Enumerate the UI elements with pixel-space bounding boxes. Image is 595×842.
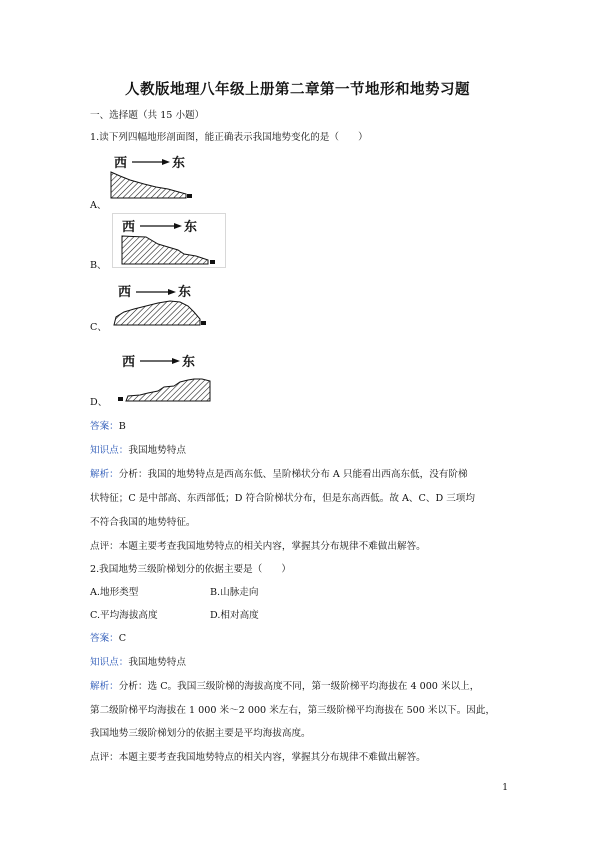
sea-marker — [187, 194, 192, 198]
sea-marker — [210, 260, 215, 264]
page-title: 人教版地理八年级上册第二章第一节地形和地势习题 — [125, 81, 470, 98]
knowledge-point-value: 我国地势特点 — [128, 445, 186, 456]
analysis-text: 分析：选 C。我国三级阶梯的海拔高度不同，第一级阶梯平均海拔在 4 000 米以上， — [118, 681, 480, 692]
q1-knowledge-point — [90, 444, 186, 458]
answer-value: B — [118, 421, 126, 432]
q1-figure-c — [110, 279, 218, 329]
arrow-head — [172, 358, 180, 364]
q1-comment: 点评：本题主要考查我国地势特点的相关内容，掌握其分布规律不难做出解答。 — [90, 541, 426, 552]
knowledge-point-label: 知识点： — [90, 445, 129, 456]
analysis-label: 解析： — [90, 469, 119, 480]
sea-marker — [201, 321, 206, 325]
figure-label-east: 东 — [172, 156, 186, 171]
profile-shape — [111, 172, 186, 198]
answer-label: 答案： — [90, 421, 119, 432]
q2-option-b: B.山脉走向 — [210, 587, 259, 598]
q2-option-d: D.相对高度 — [210, 610, 259, 621]
knowledge-point-value: 我国地势特点 — [128, 657, 186, 668]
profile-shape — [126, 379, 210, 401]
q2-knowledge-point — [90, 656, 186, 670]
answer-value: C — [118, 633, 127, 644]
knowledge-point-label: 知识点： — [90, 657, 129, 668]
figure-label-west: 西 — [114, 156, 128, 171]
arrow-head — [174, 223, 182, 229]
q2-option-c: C.平均海拔高度 — [90, 610, 158, 621]
sea-marker — [118, 397, 123, 401]
figure-label-east: 东 — [178, 285, 192, 300]
q2-option-a: A.地形类型 — [90, 587, 139, 598]
figure-label-west: 西 — [122, 220, 136, 235]
figure-label-east: 东 — [184, 220, 198, 235]
arrow-head — [162, 159, 170, 165]
q2-analysis-line-2: 第二级阶梯平均海拔在 1 000 米～2 000 米左右，第三级阶梯平均海拔在 500 米以下。因此， — [90, 705, 496, 716]
q2-answer — [90, 632, 126, 646]
q1-figure-d — [114, 346, 220, 404]
q1-option-d: D、 — [90, 397, 108, 408]
analysis-label: 解析： — [90, 681, 119, 692]
q1-analysis-line-1 — [90, 468, 468, 482]
profile-shape — [122, 236, 208, 264]
q2-analysis-line-3: 我国地势三级阶梯划分的依据主要是平均海拔高度。 — [90, 728, 311, 739]
q1-figure-a — [108, 150, 198, 200]
figure-label-east: 东 — [182, 355, 196, 370]
q1-answer — [90, 420, 126, 434]
figure-label-west: 西 — [118, 285, 132, 300]
figure-label-west: 西 — [122, 355, 136, 370]
profile-shape — [114, 301, 200, 325]
page-number: 1 — [502, 783, 508, 793]
q1-stem: 1.读下列四幅地形剖面图，能正确表示我国地势变化的是（ ） — [90, 132, 368, 143]
q1-option-b: B、 — [90, 260, 107, 271]
q1-option-a: A、 — [90, 200, 107, 211]
q2-analysis-line-1 — [90, 680, 479, 694]
q1-analysis-line-2: 状特征；C 是中部高、东西部低；D 符合阶梯状分布，但是东高西低。故 A、C、D 三项均 — [90, 493, 475, 504]
q2-comment: 点评：本题主要考查我国地势特点的相关内容，掌握其分布规律不难做出解答。 — [90, 752, 426, 763]
analysis-text: 分析：我国的地势特点是西高东低、呈阶梯状分布 A 只能看出西高东低，没有阶梯 — [118, 469, 468, 480]
q2-stem: 2.我国地势三级阶梯划分的依据主要是（ ） — [90, 564, 292, 575]
q1-figure-b — [112, 213, 226, 268]
q1-option-c: C、 — [90, 322, 107, 333]
section-heading: 一、选择题（共 15 小题） — [90, 110, 205, 121]
q1-analysis-line-3: 不符合我国的地势特征。 — [90, 517, 196, 528]
arrow-head — [168, 289, 176, 295]
answer-label: 答案： — [90, 633, 119, 644]
